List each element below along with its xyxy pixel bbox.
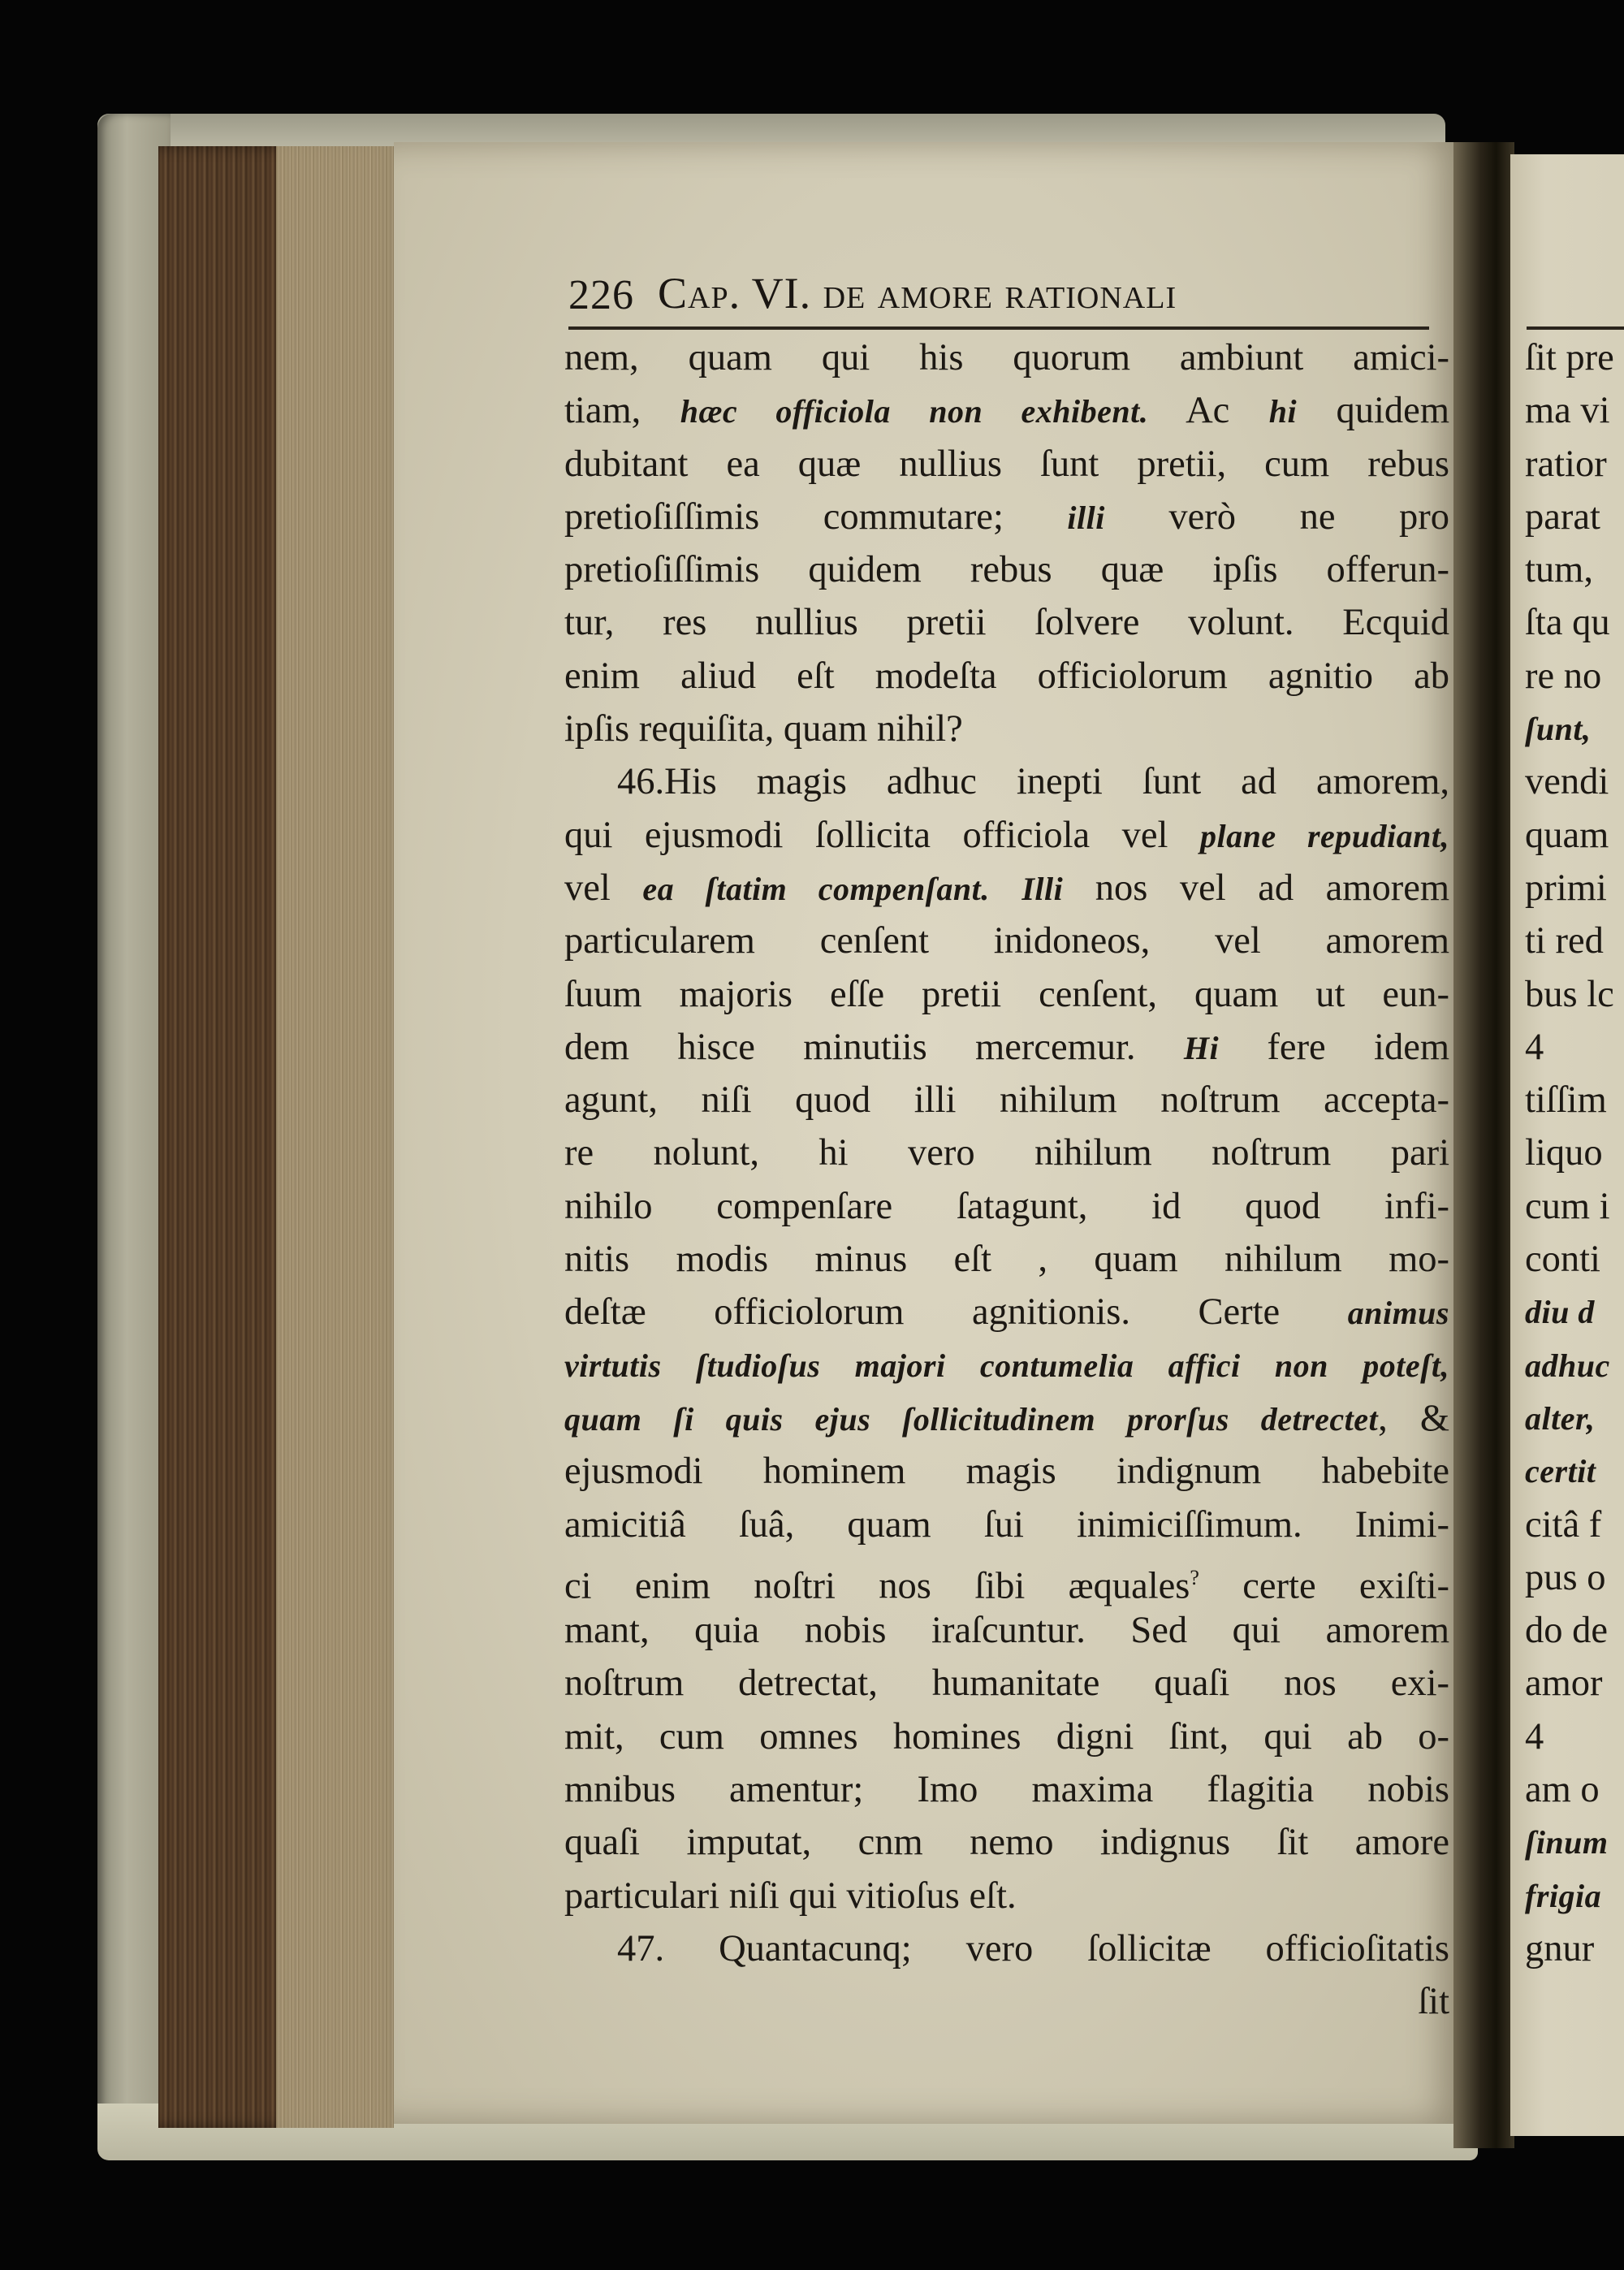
- italic-fragment: Illi: [1021, 870, 1064, 907]
- text-line: [564, 1445, 1449, 1498]
- text-line: virtutis ſtudioſus majori contumelia affici non poteſt,: [564, 1347, 1449, 1384]
- text-line: ipſis requiſita, quam nihil?: [564, 708, 963, 750]
- text-line: quaſi imputat, cnm nemo indignus ſit amore: [564, 1822, 1449, 1864]
- text-line: dubitant ea quæ nullius ſunt pretii, cum rebus: [564, 443, 1449, 485]
- text-line: [564, 384, 1449, 437]
- right-text-line: certit: [1525, 1453, 1596, 1490]
- left-page-text: [564, 331, 1449, 2029]
- right-text-line: ma vi: [1525, 390, 1610, 432]
- right-text-line: ratior: [1525, 443, 1607, 485]
- text-fragment: dem hisce minutiis mercemur.: [564, 1026, 1184, 1068]
- text-fragment: ejusmodi hominem magis indignum habebit: [564, 1451, 1433, 1493]
- right-text-line: amor: [1525, 1663, 1603, 1705]
- text-fragment: e: [1432, 1451, 1449, 1493]
- text-line: nem, quam qui his quorum ambiunt amici-: [564, 337, 1449, 378]
- right-text-line: parat: [1525, 495, 1600, 538]
- right-text-line: liquo: [1525, 1132, 1603, 1174]
- right-text-line: am o: [1525, 1769, 1600, 1811]
- right-text-line: alter,: [1525, 1399, 1596, 1437]
- right-page-header-rule: [1527, 326, 1624, 330]
- text-line: particulari niſi qui vitioſus eſt.: [564, 1874, 1017, 1917]
- text-fragment: tiam,: [564, 390, 680, 432]
- right-text-line: gnur: [1525, 1927, 1595, 1969]
- text-fragment: nos vel ad amorem: [1063, 867, 1450, 909]
- right-text-line: conti: [1525, 1239, 1600, 1281]
- italic-fragment: animus: [1347, 1295, 1449, 1332]
- text-line: [564, 1392, 1449, 1445]
- text-fragment: vel: [564, 867, 643, 909]
- text-line: [564, 1551, 1449, 1607]
- text-fragment: , &: [1378, 1397, 1450, 1439]
- text-line: re nolunt, hi vero nihilum noſtrum pari: [564, 1132, 1449, 1174]
- text-fragment: quidem: [1297, 390, 1449, 432]
- right-text-line: ſit pre: [1525, 337, 1614, 378]
- text-line: 47. Quantacunq; vero ſollicitæ officioſitatis: [617, 1927, 1449, 1969]
- text-line: 46.His magis adhuc inepti ſunt ad amorem,: [617, 761, 1449, 803]
- running-head: Cap. VI. de amore rationali: [658, 269, 1177, 318]
- text-line: mit, cum omnes homines digni ſint, qui ab o-: [564, 1715, 1449, 1758]
- catchword: ſit: [1418, 1981, 1449, 2023]
- right-text-line: bus lc: [1525, 973, 1614, 1015]
- text-line: [564, 862, 1449, 914]
- book-gutter: [1453, 142, 1514, 2148]
- text-line: [564, 491, 1449, 543]
- italic-fragment: hi: [1268, 393, 1298, 430]
- text-line: nitis modis minus eſt , quam nihilum mo-: [564, 1239, 1449, 1281]
- text-fragment: qui ejusmodi ſollicita officiola vel: [564, 814, 1200, 856]
- right-text-line: ſta qu: [1525, 602, 1610, 644]
- italic-fragment: hæc officiola non exhibent.: [680, 393, 1149, 430]
- right-text-line: ſinum: [1525, 1824, 1609, 1861]
- text-fragment: ci enim noſtri nos ſibi æquales: [564, 1565, 1190, 1607]
- text-line: enim aliud eſt modeſta officiolorum agnitio ab: [564, 655, 1449, 697]
- right-text-line: tum,: [1525, 549, 1593, 591]
- right-text-line: vendi: [1525, 761, 1609, 803]
- page-header: [568, 268, 1429, 325]
- text-line: tur, res nullius pretii ſolvere volunt. Ecquid: [564, 602, 1449, 644]
- text-line: pretioſiſſimis quidem rebus quæ ipſis offerun-: [564, 549, 1449, 591]
- right-text-line: 4: [1525, 1026, 1544, 1068]
- italic-fragment: quam ſi quis ejus ſollicitudinem prorſus detrectet: [564, 1400, 1379, 1438]
- right-text-line: ſunt,: [1525, 711, 1592, 748]
- text-line: nihilo compenſare ſatagunt, id quod infi-: [564, 1185, 1449, 1227]
- text-fragment: fere idem: [1219, 1026, 1450, 1068]
- text-fragment: verò ne pro: [1104, 495, 1450, 538]
- text-fragment: Ac: [1148, 390, 1269, 432]
- text-fragment: certe exiſti-: [1199, 1565, 1449, 1607]
- italic-fragment: Hi: [1183, 1029, 1220, 1066]
- right-text-line: pus o: [1525, 1556, 1606, 1598]
- text-line: [564, 809, 1449, 862]
- text-line: mnibus amentur; Imo maxima flagitia nobis: [564, 1769, 1449, 1811]
- right-text-line: quam: [1525, 814, 1609, 856]
- text-line: noſtrum detrectat, humanitate quaſi nos exi-: [564, 1663, 1449, 1705]
- text-line: [564, 1021, 1449, 1074]
- text-fragment: pretioſiſſimis commutare;: [564, 495, 1068, 538]
- text-line: agunt, niſi quod illi nihilum noſtrum accepta-: [564, 1079, 1449, 1122]
- right-text-line: do de: [1525, 1610, 1609, 1652]
- right-text-line: adhuc: [1525, 1347, 1610, 1384]
- text-line: mant, quia nobis iraſcuntur. Sed qui amorem: [564, 1610, 1449, 1652]
- right-text-line: tiſſim: [1525, 1079, 1607, 1122]
- right-text-line: frigia: [1525, 1877, 1602, 1914]
- right-text-line: primi: [1525, 867, 1607, 909]
- right-text-line: diu d: [1525, 1294, 1595, 1331]
- superscript-mark: ?: [1190, 1565, 1199, 1589]
- header-rule: [568, 326, 1429, 330]
- right-text-line: ti red: [1525, 920, 1604, 962]
- italic-fragment: plane repudiant,: [1199, 817, 1450, 854]
- text-line: particularem cenſent inidoneos, vel amorem: [564, 920, 1449, 962]
- right-text-line: citâ f: [1525, 1503, 1602, 1546]
- right-page-text: [1525, 331, 1624, 1975]
- text-line: ſuum majoris eſſe pretii cenſent, quam ut eun-: [564, 973, 1449, 1015]
- italic-fragment: illi: [1067, 499, 1105, 536]
- page-edges-highlight: [276, 146, 394, 2128]
- text-line: amicitiâ ſuâ, quam ſui inimiciſſimum. Inimi-: [564, 1503, 1449, 1546]
- right-text-line: cum i: [1525, 1185, 1610, 1227]
- page-number: 226: [568, 272, 634, 318]
- right-text-line: 4: [1525, 1715, 1544, 1758]
- right-text-line: re no: [1525, 655, 1602, 697]
- text-fragment: deſtæ officiolorum agnitionis. Certe: [564, 1291, 1348, 1334]
- text-line: [564, 1286, 1449, 1338]
- italic-fragment: ea ſtatim compenſant.: [642, 870, 990, 907]
